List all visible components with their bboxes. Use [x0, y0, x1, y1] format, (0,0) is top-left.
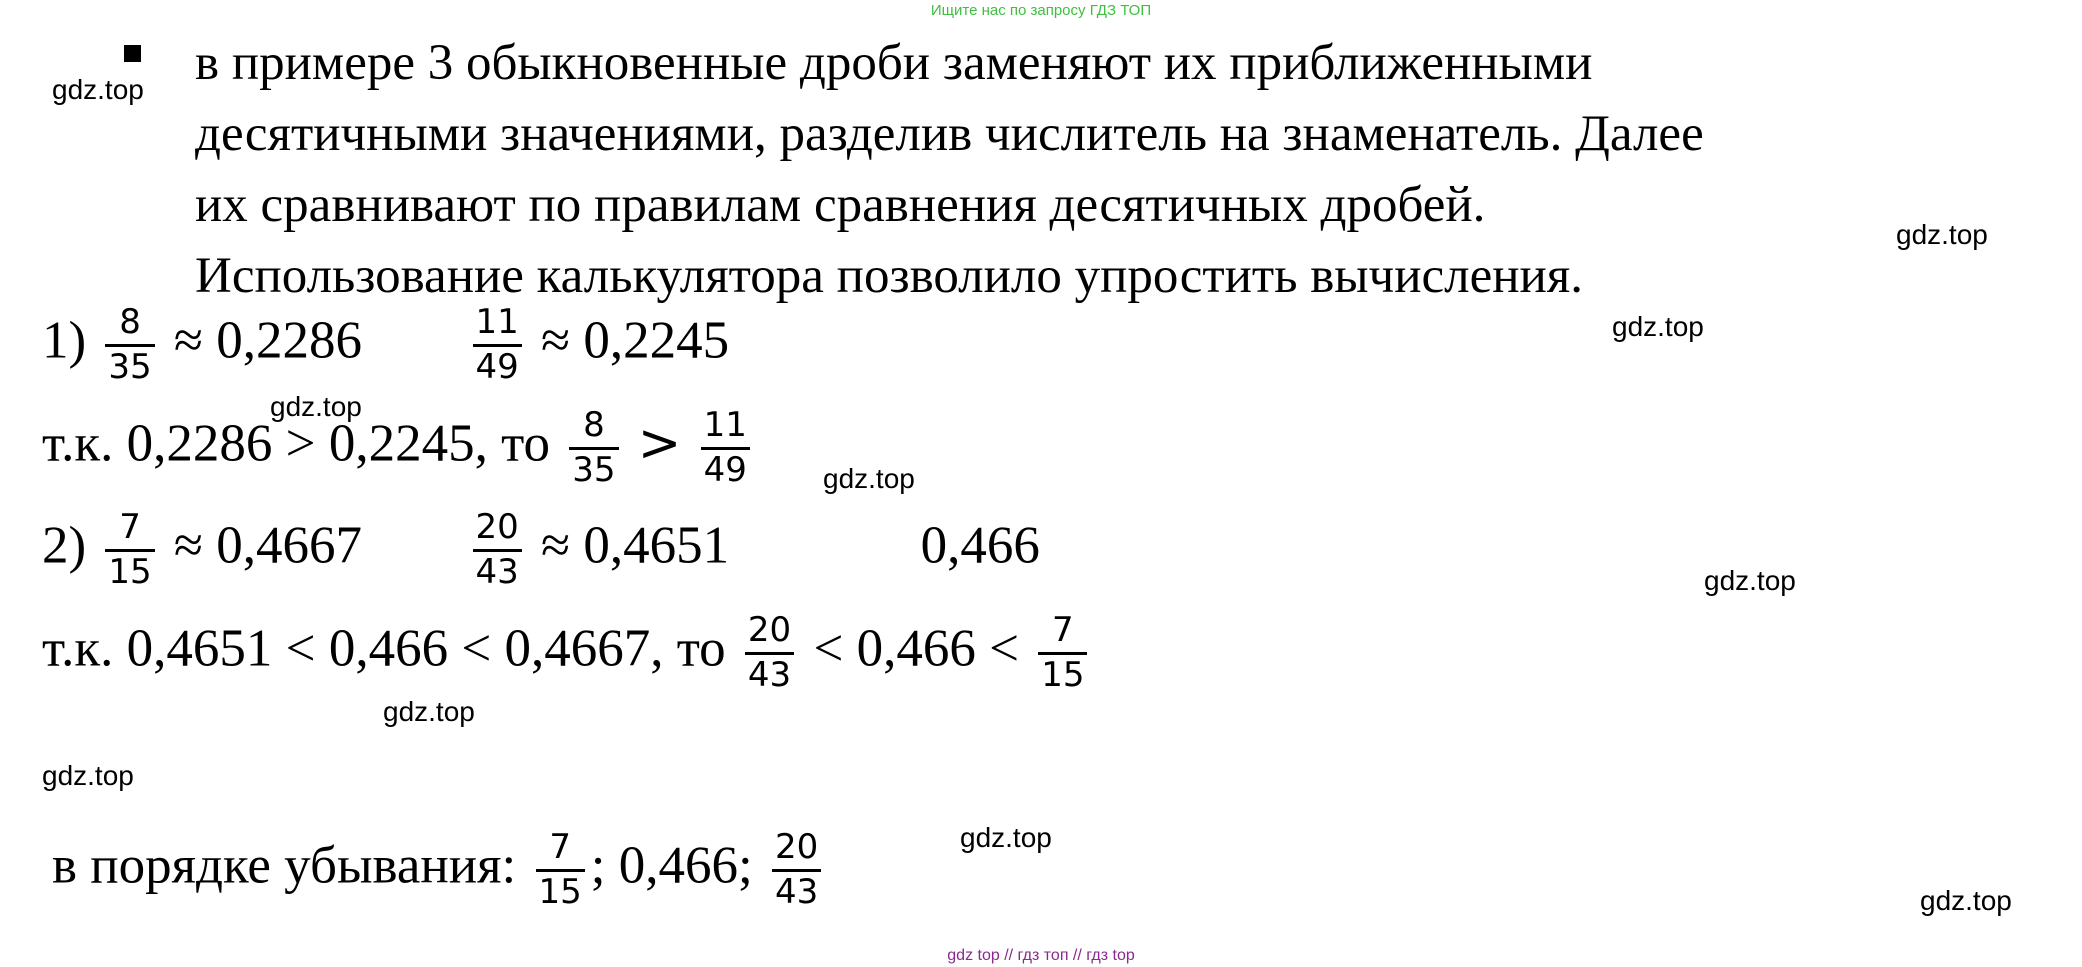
search-banner: Ищите нас по запросу ГДЗ ТОП	[930, 2, 1152, 19]
watermark: gdz.top	[1612, 311, 1704, 342]
numerator: 7	[119, 507, 141, 547]
paragraph-line: десятичными значениями, разделив числитель на знаменатель. Далее	[195, 106, 1704, 162]
approximation: ≈ 0,4667	[173, 516, 363, 575]
denominator: 35	[105, 344, 154, 386]
denominator: 49	[473, 344, 522, 386]
fraction	[105, 302, 154, 387]
bullet-marker	[124, 45, 141, 62]
example2-conclusion	[42, 610, 1093, 695]
numerator: 8	[583, 405, 605, 445]
numerator: 20	[774, 827, 819, 867]
numerator: 7	[1052, 610, 1074, 650]
middle-value: 0,466	[920, 516, 1040, 575]
watermark: gdz.top	[52, 74, 144, 105]
fraction	[473, 507, 522, 592]
watermark: gdz.top	[1896, 219, 1988, 250]
conclusion-text: т.к. 0,4651 < 0,466 < 0,4667, то	[42, 619, 726, 678]
watermark: gdz.top	[383, 696, 475, 727]
watermark: gdz.top	[823, 463, 915, 494]
fraction	[745, 610, 794, 695]
numerator: 8	[119, 302, 141, 342]
watermark: gdz.top	[1704, 565, 1796, 596]
numerator: 11	[475, 302, 519, 342]
paragraph-line: Использование калькулятора позволило упростить вычисления.	[195, 248, 1584, 304]
fraction	[569, 405, 618, 490]
fraction	[536, 827, 585, 912]
inequality-middle: < 0,466 <	[813, 619, 1019, 678]
approximation: ≈ 0,2286	[173, 311, 363, 370]
example2-approximations	[42, 507, 1040, 592]
paragraph-line: в примере 3 обыкновенные дроби заменяют их приближенными	[195, 35, 1593, 91]
answer-label: в порядке убывания:	[52, 836, 517, 895]
denominator: 43	[772, 869, 821, 911]
numerator: 20	[747, 610, 792, 650]
denominator: 15	[536, 869, 585, 911]
fraction	[772, 827, 821, 912]
numerator: 7	[549, 827, 571, 867]
denominator: 35	[569, 447, 618, 489]
denominator: 49	[701, 447, 750, 489]
denominator: 15	[1038, 652, 1087, 694]
approximation: ≈ 0,2245	[541, 311, 730, 370]
watermark: gdz.top	[42, 760, 134, 791]
approximation: ≈ 0,4651	[541, 516, 730, 575]
watermark: gdz.top	[1920, 885, 2012, 916]
fraction	[473, 302, 522, 387]
fraction	[105, 507, 154, 592]
numerator: 20	[475, 507, 519, 547]
conclusion-text: т.к. 0,2286 > 0,2245, то	[42, 414, 551, 473]
example1-approximations	[42, 302, 730, 387]
paragraph-line: их сравнивают по правилам сравнения десятичных дробей.	[195, 177, 1486, 233]
answer-separator: ; 0,466;	[590, 836, 753, 895]
watermark: gdz.top	[960, 822, 1052, 853]
denominator: 43	[473, 549, 522, 591]
denominator: 15	[105, 549, 154, 591]
answer-line	[52, 827, 827, 912]
example-number: 1)	[42, 311, 87, 370]
example-number: 2)	[42, 516, 87, 575]
footer-banner: gdz top // гдз топ // гдз top	[947, 947, 1135, 964]
watermark: gdz.top	[270, 391, 362, 422]
explanation-paragraph	[195, 28, 1704, 312]
denominator: 43	[745, 652, 794, 694]
fraction	[1038, 610, 1087, 695]
fraction	[701, 405, 750, 490]
greater-sign: >	[637, 413, 682, 474]
numerator: 11	[703, 405, 747, 445]
